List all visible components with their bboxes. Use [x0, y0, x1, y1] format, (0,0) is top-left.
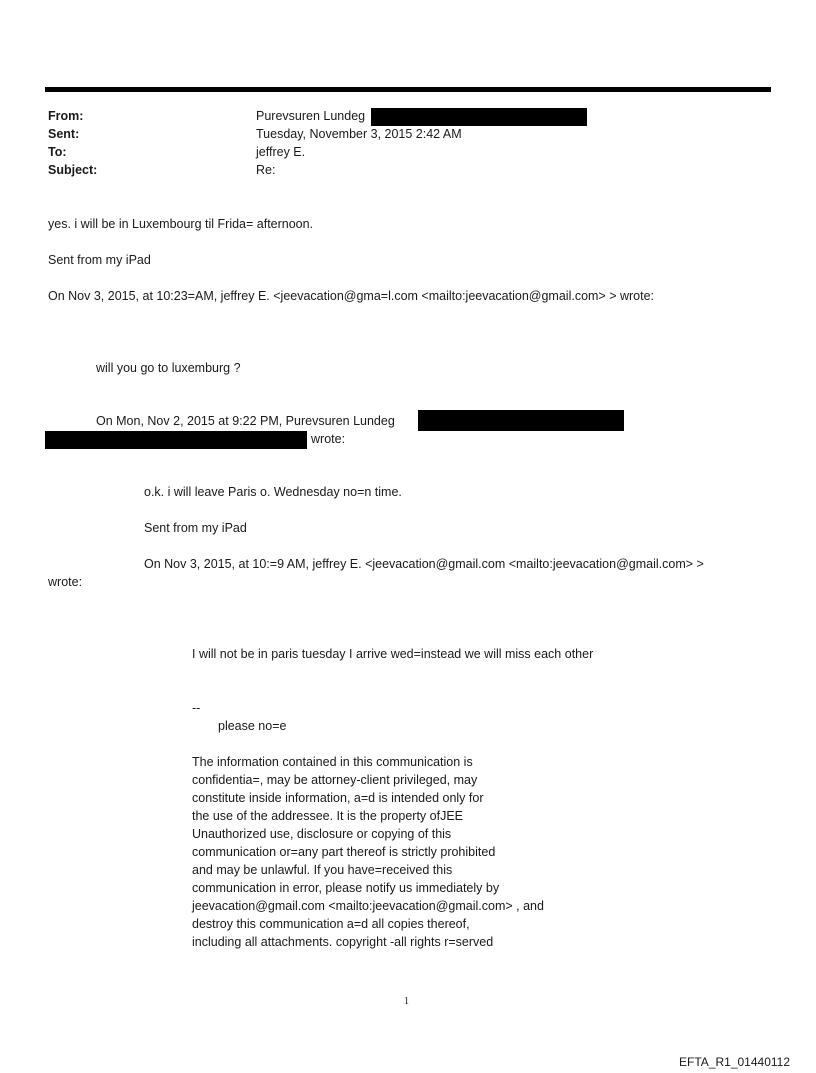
disclaimer-line: The information contained in this communication is [192, 755, 473, 769]
disclaimer-line: communication or=any part thereof is strictly prohibited [192, 845, 496, 859]
quoted-signature-2: Sent from my iPad [144, 521, 247, 535]
disclaimer-line: the use of the addressee. It is the property ofJEE [192, 809, 463, 823]
disclaimer-line: communication in error, please notify us immediately by [192, 881, 500, 895]
from-label: From: [48, 109, 84, 123]
sig-dash: -- [192, 701, 201, 715]
quote-header-1: On Nov 3, 2015, at 10:23=AM, jeffrey E. <jeevacation@gma=l.com <mailto:jeevacation@gmail.com> > wrote: [48, 289, 655, 303]
from-value: Purevsuren Lundeg [256, 109, 366, 123]
sent-label: Sent: [48, 127, 80, 141]
subject-label: Subject: [48, 163, 98, 177]
quote-header-3: On Nov 3, 2015, at 10:=9 AM, jeffrey E. <jeevacation@gmail.com <mailto:jeevacation@gmail.com> > [144, 557, 704, 571]
disclaimer-line: destroy this communication a=d all copies thereof, [192, 917, 470, 931]
body-line-signature: Sent from my iPad [48, 253, 151, 267]
bates-number: EFTA_R1_01440112 [679, 1055, 790, 1069]
to-value: jeffrey E. [256, 145, 306, 159]
subject-value: Re: [256, 163, 276, 177]
quoted-message-3: I will not be in paris tuesday I arrive wed=instead we will miss each other [192, 647, 594, 661]
to-label: To: [48, 145, 67, 159]
sig-line: please no=e [218, 719, 287, 733]
disclaimer-line: confidentia=, may be attorney-client privileged, may [192, 773, 478, 787]
quoted-message-2: o.k. i will leave Paris o. Wednesday no=n time. [144, 485, 402, 499]
quote-header-2: On Mon, Nov 2, 2015 at 9:22 PM, Purevsuren Lundeg [96, 414, 395, 428]
header-rule [45, 87, 771, 92]
quote-header-3-wrote: wrote: [48, 575, 83, 589]
page-number: 1 [404, 996, 409, 1007]
disclaimer-line: Unauthorized use, disclosure or copying of this [192, 827, 452, 841]
sent-value: Tuesday, November 3, 2015 2:42 AM [256, 127, 462, 141]
disclaimer-line: including all attachments. copyright -all rights r=served [192, 935, 494, 949]
quote-header-2-wrote: wrote: [311, 432, 346, 446]
disclaimer-line: and may be unlawful. If you have=received this [192, 863, 453, 877]
disclaimer-block [192, 753, 544, 951]
redaction-from-email [371, 108, 587, 126]
disclaimer-line: jeevacation@gmail.com <mailto:jeevacation@gmail.com> , and [192, 899, 544, 913]
disclaimer-line: constitute inside information, a=d is intended only for [192, 791, 484, 805]
quoted-message-1: will you go to luxemburg ? [96, 361, 241, 375]
body-line-reply: yes. i will be in Luxembourg til Frida= afternoon. [48, 217, 314, 231]
redaction-email-2b [45, 431, 307, 449]
redaction-email-2a [418, 410, 624, 431]
